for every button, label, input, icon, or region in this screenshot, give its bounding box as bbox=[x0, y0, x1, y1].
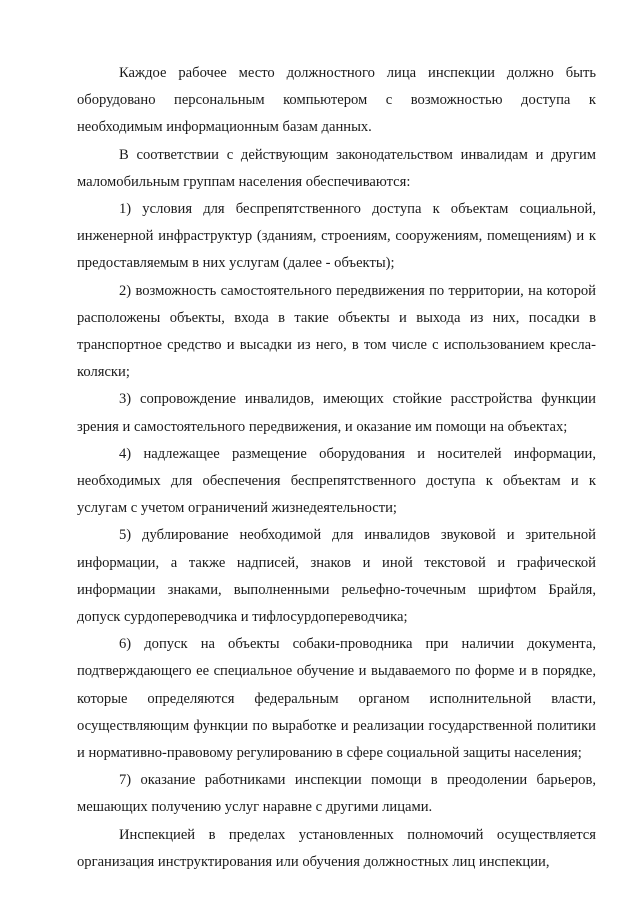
list-item-4: 4) надлежащее размещение оборудования и носителей информации, необходимых для обеспечения беспрепятственного доступа к объектам и к услугам с учетом ограничений жизнедеятельности; bbox=[77, 445, 596, 517]
list-item-6: 6) допуск на объекты собаки-проводника при наличии документа, подтверждающего ее специальное обучение и выдаваемого по форме и в порядке, которые определяются федеральным органом исполнительной власти, осуществляющим функции по выработке и реализации государственной политики и нормативно-правовому регулированию в сфере социальной защиты населения; bbox=[77, 636, 596, 762]
list-item-2: 2) возможность самостоятельного передвижения по территории, на которой расположены объекты, входа в такие объекты и выхода из них, посадки в транспортное средство и высадки из него, в том числе с использованием кресла-коляски; bbox=[77, 282, 596, 381]
paragraph-accessibility-intro: В соответствии с действующим законодательством инвалидам и другим маломобильным группам населения обеспечиваются: bbox=[77, 146, 596, 190]
document-body bbox=[77, 60, 596, 876]
list-item-7: 7) оказание работниками инспекции помощи в преодолении барьеров, мешающих получению услуг наравне с другими лицами. bbox=[77, 772, 596, 816]
list-item-1: 1) условия для беспрепятственного доступа к объектам социальной, инженерной инфраструктур (зданиям, строениям, сооружениям, помещениям) и к предоставляемым в них услугам (далее - объекты); bbox=[77, 201, 596, 272]
list-item-3: 3) сопровождение инвалидов, имеющих стойкие расстройства функции зрения и самостоятельного передвижения, и оказание им помощи на объектах; bbox=[77, 391, 596, 435]
list-item-5: 5) дублирование необходимой для инвалидов звуковой и зрительной информации, а также надписей, знаков и иной текстовой и графической информации знаками, выполненными рельефно-точечным шрифтом Брайля, допуск сурдопереводчика и тифлосурдопереводчика; bbox=[77, 527, 596, 626]
paragraph-workplace-equipment: Каждое рабочее место должностного лица инспекции должно быть оборудовано персональным компьютером с возможностью доступа к необходимым информационным базам данных. bbox=[77, 65, 596, 136]
paragraph-staff-training: Инспекцией в пределах установленных полномочий осуществляется организация инструктирования или обучения должностных лиц инспекции, bbox=[77, 826, 596, 870]
